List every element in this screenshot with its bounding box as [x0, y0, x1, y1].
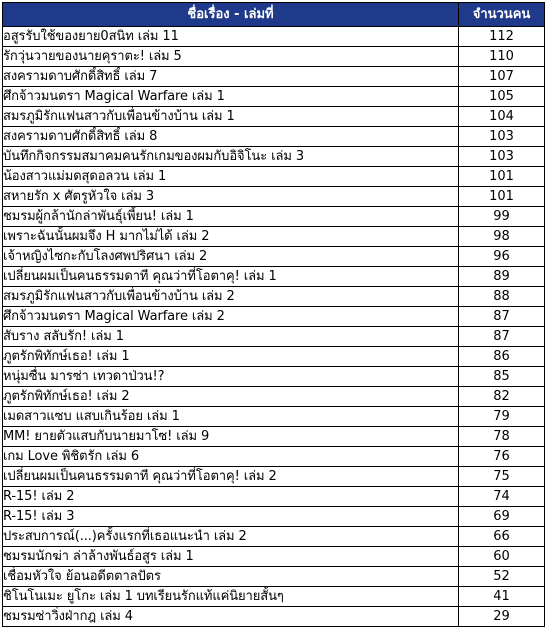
cell-title[interactable]: ศึกจ้าวมนตรา Magical Warfare เล่ม 1: [3, 87, 459, 107]
table-row: [3, 127, 545, 147]
table-row: [3, 607, 545, 627]
cell-count[interactable]: 103: [459, 127, 545, 147]
cell-count[interactable]: 107: [459, 67, 545, 87]
cell-count[interactable]: 78: [459, 427, 545, 447]
table-row: [3, 207, 545, 227]
cell-title[interactable]: เปลี่ยนผมเป็นคนธรรมดาที คุณว่าที่โอตาคุ! เล่ม 1: [3, 267, 459, 287]
table-row: [3, 287, 545, 307]
cell-title[interactable]: MM! ยายตัวแสบกับนายมาโซ! เล่ม 9: [3, 427, 459, 447]
cell-count[interactable]: 79: [459, 407, 545, 427]
table-row: [3, 327, 545, 347]
cell-count[interactable]: 104: [459, 107, 545, 127]
cell-count[interactable]: 110: [459, 47, 545, 67]
cell-count[interactable]: 29: [459, 607, 545, 627]
cell-title[interactable]: ชมรมซ่าวิ่งฝ่ากฎ เล่ม 4: [3, 607, 459, 627]
cell-title[interactable]: อสูรรับใช้ของยาย0สนิท เล่ม 11: [3, 27, 459, 47]
cell-count[interactable]: 66: [459, 527, 545, 547]
spreadsheet-container: [2, 2, 545, 627]
cell-title[interactable]: สับราง สลับรัก! เล่ม 1: [3, 327, 459, 347]
cell-count[interactable]: 96: [459, 247, 545, 267]
cell-count[interactable]: 82: [459, 387, 545, 407]
table-row: [3, 407, 545, 427]
cell-count[interactable]: 98: [459, 227, 545, 247]
table-row: [3, 47, 545, 67]
cell-count[interactable]: 89: [459, 267, 545, 287]
cell-title[interactable]: บันทึกกิจกรรมสมาคมคนรักเกมของผมกับอิจิโนะ เล่ม 3: [3, 147, 459, 167]
cell-title[interactable]: R-15! เล่ม 3: [3, 507, 459, 527]
table-row: [3, 427, 545, 447]
cell-count[interactable]: 88: [459, 287, 545, 307]
table-row: [3, 247, 545, 267]
table-row: [3, 387, 545, 407]
table-row: [3, 447, 545, 467]
cell-title[interactable]: ศึกจ้าวมนตรา Magical Warfare เล่ม 2: [3, 307, 459, 327]
table-row: [3, 87, 545, 107]
table-row: [3, 567, 545, 587]
cell-title[interactable]: ชิโนโนเมะ ยูโกะ เล่ม 1 บทเรียนรักแท้แค่นิยายสั้นๆ: [3, 587, 459, 607]
cell-title[interactable]: สมรภูมิรักแฟนสาวกับเพื่อนข้างบ้าน เล่ม 2: [3, 287, 459, 307]
cell-count[interactable]: 76: [459, 447, 545, 467]
table-row: [3, 367, 545, 387]
cell-title[interactable]: เกม Love พิชิตรัก เล่ม 6: [3, 447, 459, 467]
cell-count[interactable]: 105: [459, 87, 545, 107]
cell-count[interactable]: 41: [459, 587, 545, 607]
table-row: [3, 147, 545, 167]
cell-title[interactable]: เชื่อมหัวใจ ย้อนอดีตตาลปัตร: [3, 567, 459, 587]
cell-title[interactable]: ชมรมผู้กล้านักล่าพันธุ์เพี้ยน! เล่ม 1: [3, 207, 459, 227]
cell-count[interactable]: 74: [459, 487, 545, 507]
table-row: [3, 167, 545, 187]
cell-count[interactable]: 75: [459, 467, 545, 487]
cell-count[interactable]: 86: [459, 347, 545, 367]
cell-title[interactable]: สงครามดาบศักดิ์สิทธิ์ เล่ม 7: [3, 67, 459, 87]
cell-title[interactable]: ภูตรักพิทักษ์เธอ! เล่ม 1: [3, 347, 459, 367]
table-row: [3, 307, 545, 327]
cell-title[interactable]: R-15! เล่ม 2: [3, 487, 459, 507]
cell-count[interactable]: 85: [459, 367, 545, 387]
cell-title[interactable]: เจ้าหญิงไซกะกับโลงศพปริศนา เล่ม 2: [3, 247, 459, 267]
table-row: [3, 107, 545, 127]
cell-count[interactable]: 87: [459, 327, 545, 347]
cell-count[interactable]: 52: [459, 567, 545, 587]
table-row: [3, 347, 545, 367]
table-row: [3, 67, 545, 87]
table-row: [3, 267, 545, 287]
cell-title[interactable]: เพราะฉันนั้นผมจึง H มากไม่ได้ เล่ม 2: [3, 227, 459, 247]
cell-title[interactable]: ประสบการณ์(...)ครั้งแรกที่เธอแนะนำ เล่ม 2: [3, 527, 459, 547]
cell-title[interactable]: สหายรัก x ศัตรูหัวใจ เล่ม 3: [3, 187, 459, 207]
table-row: [3, 527, 545, 547]
cell-title[interactable]: เปลี่ยนผมเป็นคนธรรมดาที คุณว่าที่โอตาคุ! เล่ม 2: [3, 467, 459, 487]
header-row: [3, 3, 545, 27]
cell-title[interactable]: หนุ่มซื่น มารซ่า เทวดาป่วน!?: [3, 367, 459, 387]
cell-count[interactable]: 60: [459, 547, 545, 567]
cell-count[interactable]: 103: [459, 147, 545, 167]
cell-title[interactable]: เมดสาวแซบ แสบเกินร้อย เล่ม 1: [3, 407, 459, 427]
cell-count[interactable]: 69: [459, 507, 545, 527]
table-row: [3, 487, 545, 507]
table-row: [3, 547, 545, 567]
cell-count[interactable]: 112: [459, 27, 545, 47]
cell-count[interactable]: 99: [459, 207, 545, 227]
cell-title[interactable]: น้องสาวแม่มดสุดอลวน เล่ม 1: [3, 167, 459, 187]
cell-title[interactable]: ชมรมนักฆ่า ล่าล้างพันธ์อสูร เล่ม 1: [3, 547, 459, 567]
table-row: [3, 227, 545, 247]
ranking-table: [2, 2, 545, 627]
table-row: [3, 587, 545, 607]
cell-title[interactable]: สงครามดาบศักดิ์สิทธิ์ เล่ม 8: [3, 127, 459, 147]
table-row: [3, 27, 545, 47]
cell-title[interactable]: รักวุ่นวายของนายคุราตะ! เล่ม 5: [3, 47, 459, 67]
cell-count[interactable]: 87: [459, 307, 545, 327]
cell-count[interactable]: 101: [459, 167, 545, 187]
table-row: [3, 187, 545, 207]
column-header-title[interactable]: ชื่อเรื่อง - เล่มที่: [3, 3, 459, 27]
cell-count[interactable]: 101: [459, 187, 545, 207]
cell-title[interactable]: ภูตรักพิทักษ์เธอ! เล่ม 2: [3, 387, 459, 407]
cell-title[interactable]: สมรภูมิรักแฟนสาวกับเพื่อนข้างบ้าน เล่ม 1: [3, 107, 459, 127]
table-row: [3, 507, 545, 527]
column-header-count[interactable]: จำนวนคน: [459, 3, 545, 27]
table-row: [3, 467, 545, 487]
